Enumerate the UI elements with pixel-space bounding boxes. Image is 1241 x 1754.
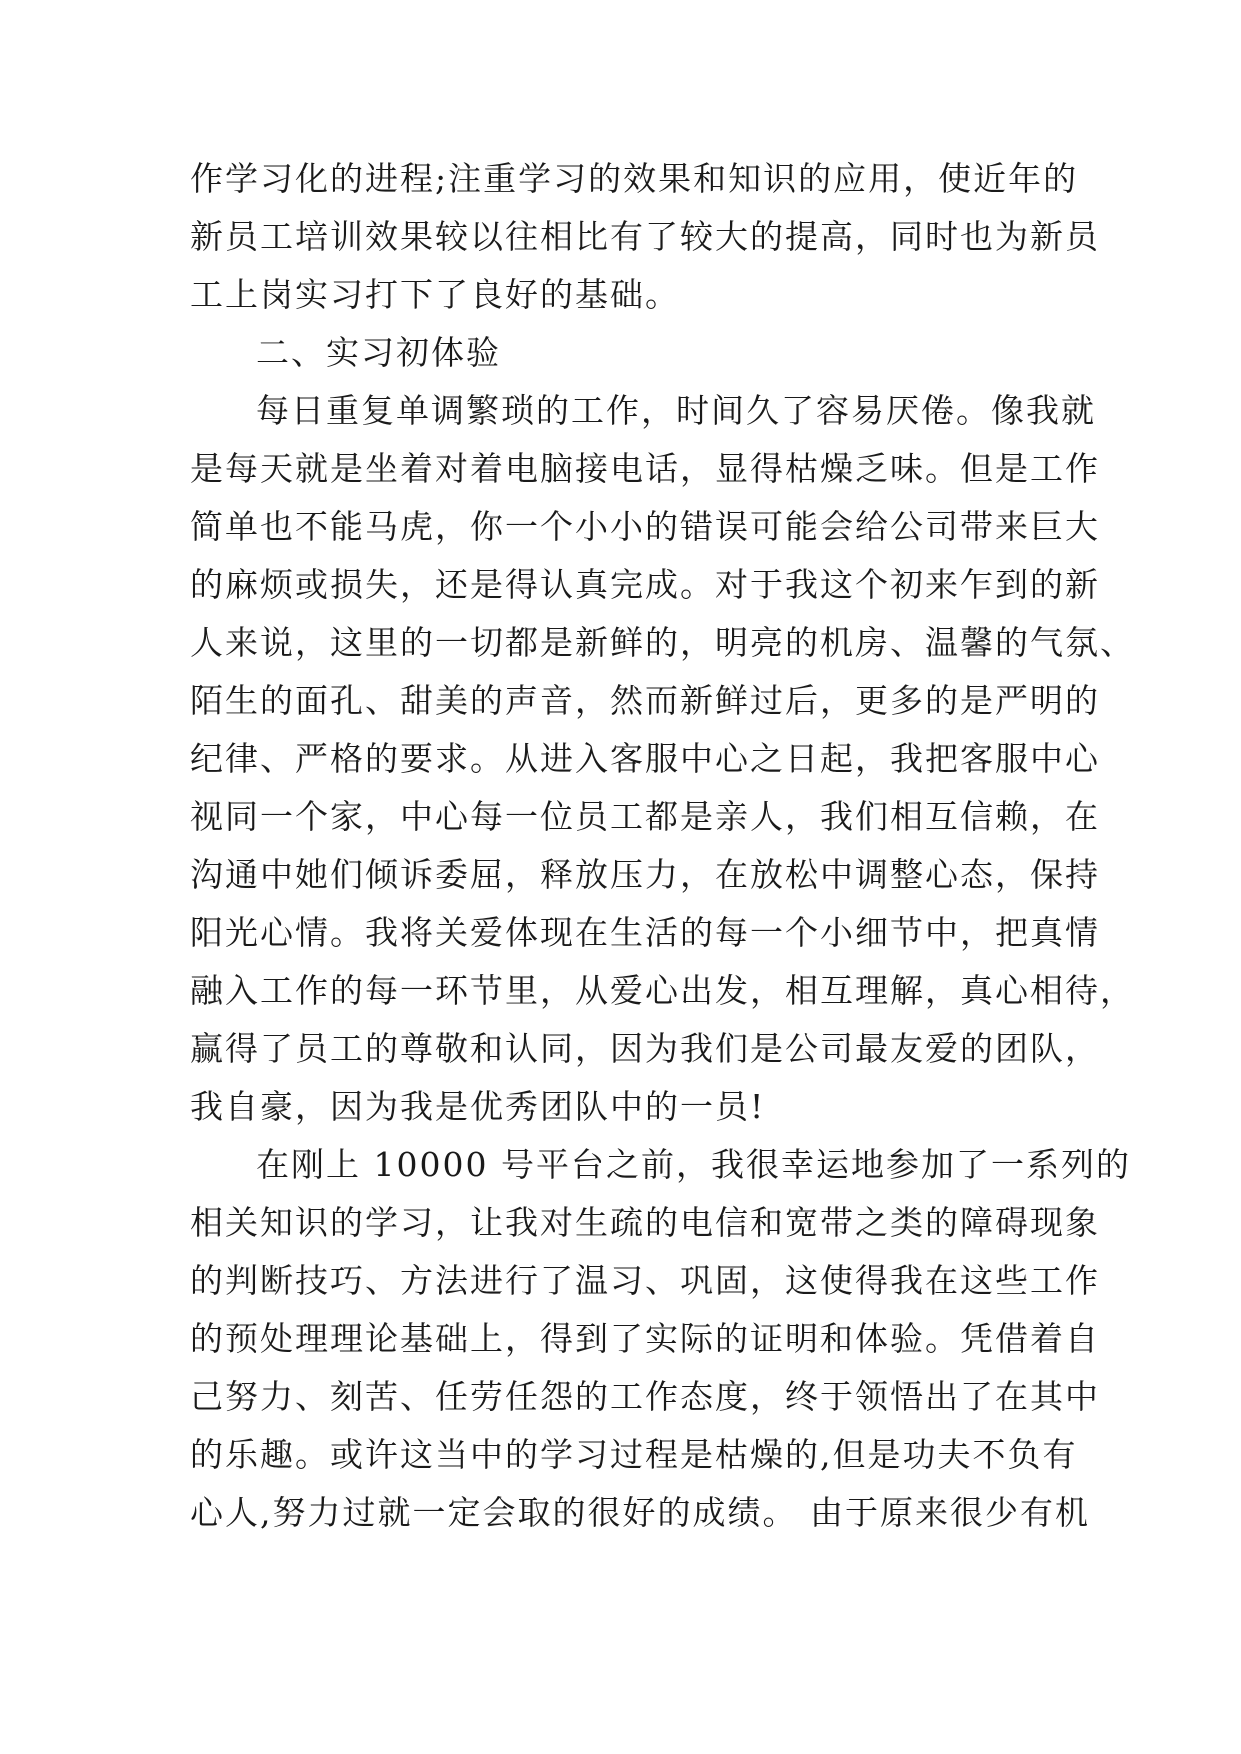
- paragraph-start-line: 在刚上 10000 号平台之前，我很幸运地参加了一系列的: [256, 1145, 1131, 1184]
- text-line: 的乐趣。或许这当中的学习过程是枯燥的,但是功夫不负有: [190, 1435, 1078, 1474]
- paragraph-start-line: 二、实习初体验: [256, 333, 501, 372]
- text-line: 相关知识的学习，让我对生疏的电信和宽带之类的障碍现象: [190, 1203, 1100, 1242]
- text-line: 纪律、严格的要求。从进入客服中心之日起，我把客服中心: [190, 739, 1100, 778]
- text-line: 简单也不能马虎，你一个小小的错误可能会给公司带来巨大: [190, 507, 1100, 546]
- paragraph-start-line: 每日重复单调繁琐的工作，时间久了容易厌倦。像我就: [256, 391, 1096, 430]
- text-line: 的麻烦或损失，还是得认真完成。对于我这个初来乍到的新: [190, 565, 1100, 604]
- text-line: 沟通中她们倾诉委屈，释放压力，在放松中调整心态，保持: [190, 855, 1100, 894]
- text-line: 作学习化的进程;注重学习的效果和知识的应用，使近年的: [190, 159, 1079, 198]
- text-line: 是每天就是坐着对着电脑接电话，显得枯燥乏味。但是工作: [190, 449, 1100, 488]
- text-line: 我自豪，因为我是优秀团队中的一员!: [190, 1087, 766, 1126]
- text-line: 阳光心情。我将关爱体现在生活的每一个小细节中，把真情: [190, 913, 1100, 952]
- text-line: 赢得了员工的尊敬和认同，因为我们是公司最友爱的团队，: [190, 1029, 1100, 1068]
- document-body: [190, 150, 1135, 1542]
- text-line: 融入工作的每一环节里，从爱心出发，相互理解，真心相待，: [190, 971, 1135, 1010]
- text-line: 心人,努力过就一定会取的很好的成绩。 由于原来很少有机: [190, 1493, 1090, 1532]
- text-line: 的判断技巧、方法进行了温习、巩固，这使得我在这些工作: [190, 1261, 1100, 1300]
- text-line: 陌生的面孔、甜美的声音，然而新鲜过后，更多的是严明的: [190, 681, 1100, 720]
- text-line: 人来说，这里的一切都是新鲜的，明亮的机房、温馨的气氛、: [190, 623, 1135, 662]
- text-line: 新员工培训效果较以往相比有了较大的提高，同时也为新员: [190, 217, 1100, 256]
- text-line: 的预处理理论基础上，得到了实际的证明和体验。凭借着自: [190, 1319, 1100, 1358]
- text-line: 己努力、刻苦、任劳任怨的工作态度，终于领悟出了在其中: [190, 1377, 1100, 1416]
- text-line: 视同一个家，中心每一位员工都是亲人，我们相互信赖，在: [190, 797, 1100, 836]
- text-line: 工上岗实习打下了良好的基础。: [190, 275, 680, 314]
